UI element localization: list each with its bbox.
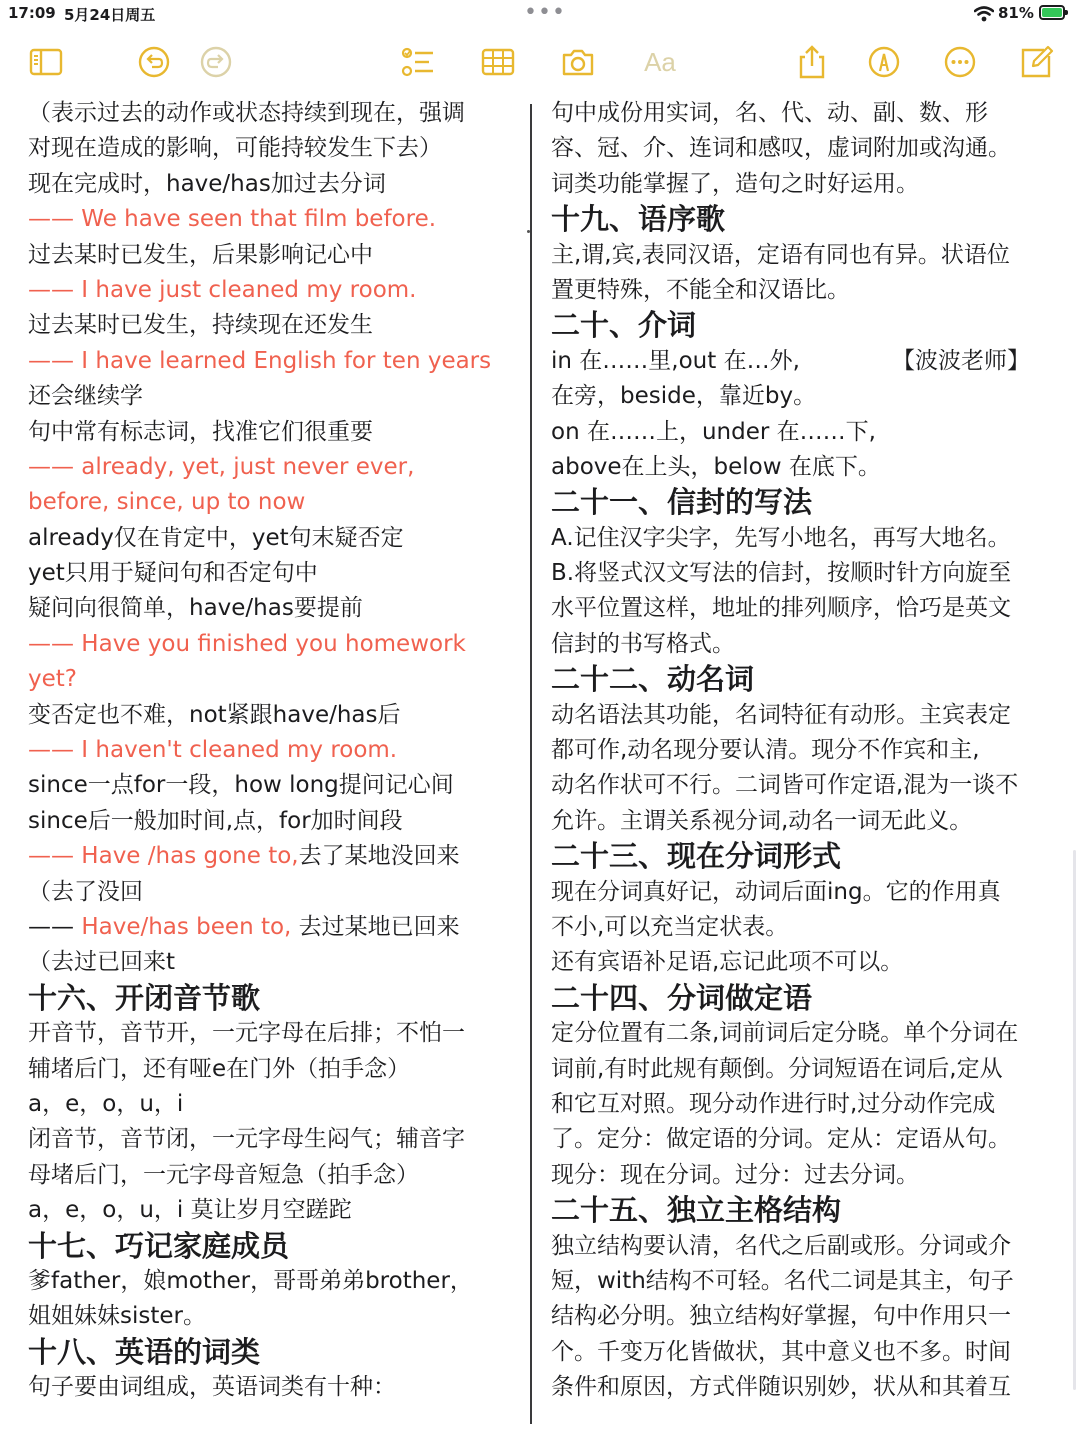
line-text: since一点for一段，how long提问记心间 <box>28 772 454 799</box>
text-line <box>551 1087 1066 1122</box>
table-icon[interactable] <box>478 42 518 82</box>
camera-icon[interactable] <box>558 42 598 82</box>
line-text: —— I haven't cleaned my room. <box>28 737 398 764</box>
line-text: 二十三、现在分词形式 <box>551 839 842 874</box>
line-text: 短，with结构不可轻。名代二词是其主，句子 <box>551 1267 1014 1294</box>
text-line <box>28 556 520 591</box>
text-line <box>28 450 520 485</box>
line-text: 闭音节，音节闭，一元字母生闷气；辅音字 <box>28 1126 465 1153</box>
section-heading <box>28 981 520 1016</box>
line-text: 主,谓,宾,表同汉语，定语有同也有异。状语位 <box>551 241 1010 268</box>
text-line <box>551 521 1066 556</box>
line-text: 姐姐妹妹sister。 <box>28 1303 206 1330</box>
line-text: 十九、语序歌 <box>551 202 726 237</box>
text-line <box>551 556 1066 591</box>
line-text: 定分位置有二条,词前词后定分晓。单个分词在 <box>551 1020 1019 1047</box>
text-line <box>28 379 520 414</box>
text-line <box>551 910 1066 945</box>
line-text: B.将竖式汉文写法的信封，按顺时针方向旋至 <box>551 560 1012 587</box>
line-text: 现在分词真好记，动词后面ing。它的作用真 <box>551 878 1001 905</box>
line-text: yet? <box>28 666 77 693</box>
line-text: 个。千变万化皆做状，其中意义也不多。时间 <box>551 1338 1011 1365</box>
line-text: 条件和原因，方式伴随识别妙，状从和其着互 <box>551 1374 1011 1401</box>
line-text: 母堵后门，一元字母音短急（拍手念） <box>28 1161 419 1188</box>
text-line <box>28 131 520 166</box>
sidebar-toggle-icon[interactable] <box>26 42 66 82</box>
text-line <box>28 1264 520 1299</box>
column-divider <box>530 104 532 1424</box>
status-bar <box>0 0 1080 28</box>
line-text: 词类功能掌握了，造句之时好运用。 <box>551 170 919 197</box>
line-text: （去了没回 <box>28 878 143 905</box>
wifi-icon <box>974 6 994 22</box>
text-line <box>28 1122 520 1157</box>
line-text: 动名作状可不行。二词皆可作定语,混为一谈不 <box>551 772 1019 799</box>
section-heading <box>551 202 1066 237</box>
text-line <box>28 804 520 839</box>
status-time: 17:09 <box>8 4 56 22</box>
text-line <box>28 627 520 662</box>
notes-toolbar <box>0 38 1080 86</box>
text-line <box>28 1052 520 1087</box>
line-text: A.记住汉字尖字，先写小地名，再写大地名。 <box>551 524 1011 551</box>
text-line <box>28 910 520 945</box>
text-line <box>28 662 520 697</box>
line-text: before, since, up to now <box>28 489 306 516</box>
text-line <box>551 591 1066 626</box>
line-text: —— Have /has gone to, <box>28 843 299 870</box>
line-text: 十八、英语的词类 <box>28 1334 261 1369</box>
line-text: 十六、开闭音节歌 <box>28 980 261 1015</box>
line-text: 不小,可以充当定状表。 <box>551 913 789 940</box>
text-line <box>28 308 520 343</box>
line-text: 还会继续学 <box>28 383 143 410</box>
line-text: —— I have learned English for ten years <box>28 347 492 374</box>
note-body-right-column[interactable] <box>551 96 1066 1405</box>
text-line <box>28 1158 520 1193</box>
line-text: 二十一、信封的写法 <box>551 485 813 520</box>
line-text: 辅堵后门，还有哑e在门外（拍手念） <box>28 1055 411 1082</box>
share-icon[interactable] <box>792 42 832 82</box>
text-line <box>28 768 520 803</box>
line-text: 都可作,动名现分要认清。现分不作宾和主, <box>551 737 980 764</box>
text-line <box>28 96 520 131</box>
line-text: 句中成份用实词，名、代、动、副、数、形 <box>551 100 988 126</box>
line-text: 了。定分：做定语的分词。定从：定语从句。 <box>551 1126 1011 1153</box>
line-text: 现分：现在分词。过分：过去分词。 <box>551 1161 919 1188</box>
line-text: —— already, yet, just never ever, <box>28 453 415 480</box>
line-text: 二十、介词 <box>551 308 697 343</box>
text-line <box>551 415 1066 450</box>
note-body-left-column[interactable] <box>28 96 520 1405</box>
section-heading <box>28 1335 520 1370</box>
line-text: 置更特殊，不能全和汉语比。 <box>551 276 850 303</box>
text-line <box>551 1229 1066 1264</box>
text-line <box>551 804 1066 839</box>
line-text-rest: 去了某地没回来 <box>298 843 460 870</box>
multitasking-dots-icon[interactable]: ••• <box>524 0 566 25</box>
text-line <box>28 1299 520 1334</box>
line-text: 在旁，beside，靠近by。 <box>551 383 817 410</box>
text-line <box>28 521 520 556</box>
line-text: 句子要由词组成，英语词类有十种： <box>28 1374 396 1401</box>
text-line <box>551 344 1066 379</box>
compose-new-note-icon[interactable] <box>1016 42 1056 82</box>
line-text: 变否定也不难，not紧跟have/has后 <box>28 701 401 728</box>
line-text: 词前,有时此规有颠倒。分词短语在词后,定从 <box>551 1055 1003 1082</box>
line-text: 水平位置这样，地址的排列顺序，恰巧是英文 <box>551 595 1011 622</box>
text-line <box>551 379 1066 414</box>
example-text: Have/has been to, <box>81 913 292 940</box>
line-text: —— <box>28 913 82 940</box>
section-heading <box>551 485 1066 520</box>
line-text: in 在……里,out 在…外, <box>551 347 800 374</box>
text-line <box>551 945 1066 980</box>
text-cursor-mark <box>527 230 530 233</box>
text-line <box>551 238 1066 273</box>
section-heading <box>28 1229 520 1264</box>
line-text: —— I have just cleaned my room. <box>28 276 417 303</box>
line-text: 爹father，娘mother，哥哥弟弟brother， <box>28 1267 473 1294</box>
line-text: since后一般加时间,点，for加时间段 <box>28 807 403 834</box>
line-text: 允许。主谓关系视分词,动名一词无此义。 <box>551 807 973 834</box>
section-heading <box>551 662 1066 697</box>
line-text: 过去某时已发生，持续现在还发生 <box>28 312 373 339</box>
line-text: 句中常有标志词，找准它们很重要 <box>28 418 373 445</box>
status-date: 5月24日周五 <box>64 6 156 24</box>
line-text: （去过已回来t <box>28 949 176 976</box>
line-text: 和它互对照。现分动作进行时,过分动作完成 <box>551 1090 996 1117</box>
line-text: a，e，o，u，i <box>28 1090 184 1117</box>
more-options-icon[interactable] <box>940 42 980 82</box>
text-line <box>551 1052 1066 1087</box>
line-text: 开音节，音节开，一元字母在后排；不怕一 <box>28 1020 465 1047</box>
text-line <box>28 1370 520 1405</box>
line-text: 疑问向很简单，have/has要提前 <box>28 595 363 622</box>
line-text: 结构必分明。独立结构好掌握，句中作用只一 <box>551 1303 1011 1330</box>
text-line <box>28 1193 520 1228</box>
text-line <box>551 1335 1066 1370</box>
text-line <box>551 1264 1066 1299</box>
text-line <box>551 1016 1066 1051</box>
line-text: 十七、巧记家庭成员 <box>28 1228 290 1263</box>
text-line <box>28 167 520 202</box>
text-line <box>551 96 1066 131</box>
text-line <box>28 591 520 626</box>
section-heading <box>551 981 1066 1016</box>
text-line <box>28 202 520 237</box>
text-line <box>28 875 520 910</box>
text-line <box>28 415 520 450</box>
line-text: 二十四、分词做定语 <box>551 980 813 1015</box>
text-line <box>551 1299 1066 1334</box>
redo-icon[interactable] <box>196 42 236 82</box>
line-text: 容、冠、介、连词和感叹，虚词附加或沟通。 <box>551 135 1011 162</box>
text-line <box>551 1122 1066 1157</box>
text-format-icon[interactable]: Aa <box>644 46 676 77</box>
text-line <box>28 945 520 980</box>
text-line <box>551 1370 1066 1405</box>
line-text: 对现在造成的影响，可能持较发生下去） <box>28 135 442 162</box>
text-line <box>28 344 520 379</box>
text-line <box>28 273 520 308</box>
line-text: on 在……上，under 在……下, <box>551 418 876 445</box>
battery-icon <box>1039 5 1065 20</box>
line-text: 动名语法其功能，名词特征有动形。主宾表定 <box>551 701 1011 728</box>
line-text: already仅在肯定中，yet句末疑否定 <box>28 524 404 551</box>
text-line <box>28 1087 520 1122</box>
section-heading <box>551 308 1066 343</box>
text-line <box>28 238 520 273</box>
checklist-icon[interactable] <box>398 42 438 82</box>
text-line <box>551 627 1066 662</box>
text-line <box>551 698 1066 733</box>
text-line <box>551 273 1066 308</box>
line-text: 独立结构要认清，名代之后副或形。分词或介 <box>551 1232 1011 1259</box>
line-text: 过去某时已发生，后果影响记心中 <box>28 241 373 268</box>
text-line <box>551 733 1066 768</box>
text-line <box>28 485 520 520</box>
author-tag: 【波波老师】 <box>892 347 1030 374</box>
text-line <box>551 131 1066 166</box>
line-text: （表示过去的动作或状态持续到现在，强调 <box>28 100 465 126</box>
undo-icon[interactable] <box>134 42 174 82</box>
markup-pen-icon[interactable] <box>864 42 904 82</box>
text-line <box>551 167 1066 202</box>
line-text: a，e，o，u，i 莫让岁月空蹉跎 <box>28 1197 352 1224</box>
section-heading <box>551 839 1066 874</box>
line-text: above在上头，below 在底下。 <box>551 453 881 480</box>
text-line <box>551 450 1066 485</box>
line-text: —— Have you finished you homework <box>28 630 466 657</box>
text-line <box>28 1016 520 1051</box>
text-line <box>551 768 1066 803</box>
text-line <box>551 1158 1066 1193</box>
section-heading <box>551 1193 1066 1228</box>
line-text: 现在完成时，have/has加过去分词 <box>28 170 386 197</box>
line-text: 信封的书写格式。 <box>551 630 735 657</box>
line-text: yet只用于疑问句和否定句中 <box>28 560 318 587</box>
line-text: 二十二、动名词 <box>551 662 755 697</box>
text-line <box>28 839 520 874</box>
text-line <box>28 733 520 768</box>
scroll-indicator[interactable] <box>1073 850 1076 1390</box>
line-text: —— We have seen that film before. <box>28 206 437 233</box>
line-text-rest: 去过某地已回来 <box>291 913 460 940</box>
line-text: 二十五、独立主格结构 <box>551 1193 842 1228</box>
battery-percentage: 81% <box>998 4 1034 22</box>
text-line <box>551 875 1066 910</box>
line-text: 还有宾语补足语,忘记此项不可以。 <box>551 949 904 976</box>
text-line <box>28 698 520 733</box>
